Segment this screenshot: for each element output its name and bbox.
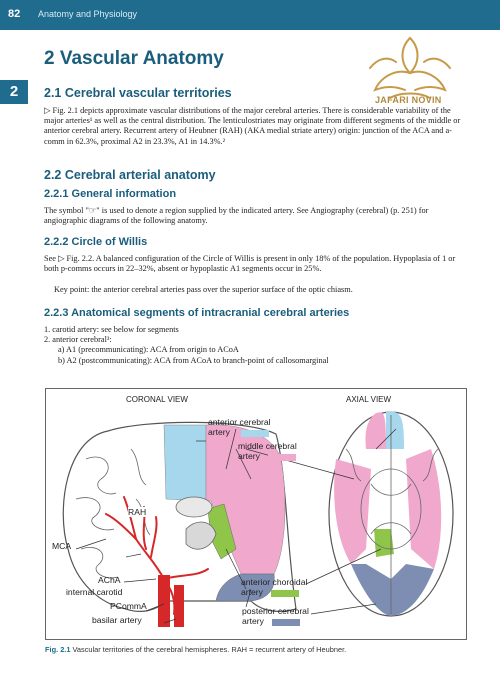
acha-swatch [271,590,299,597]
figure-vascular-territories [45,388,467,640]
mca-label-line1: middle cerebral [238,441,297,451]
chapter-tab: 2 [0,80,28,104]
basilar-artery-label: basilar artery [92,615,142,625]
acha-label-line1: anterior choroidal [241,577,308,587]
heading-2-2-3: 2.2.3 Anatomical segments of intracranial cerebral arteries [44,307,350,319]
acha-label-line2: artery [241,587,263,597]
pca-label-line2: artery [242,616,264,626]
list-item: 2. anterior cerebral³: [44,335,112,345]
pca-label-line1: posterior cerebral [242,606,309,616]
pca-swatch [272,619,300,626]
acha-abbrev-label: AChA [98,575,121,585]
paragraph-2-2-1: The symbol "☞" is used to denote a region supplied by the indicated artery. See Angiography (cerebral) (p. 251) for angiographic diagrams of the following anatomy. [44,206,429,226]
segments-list [44,325,464,366]
page-header [0,0,500,30]
heading-2-2: 2.2 Cerebral arterial anatomy [44,168,216,182]
mca-label-line2: artery [238,451,260,461]
aca-swatch [241,430,269,437]
heading-2-1: 2.1 Cerebral vascular territories [44,86,232,100]
caption-text: Vascular territories of the cerebral hemispheres. RAH = recurrent artery of Heubner. [72,645,347,654]
key-point: Key point: the anterior cerebral arteries pass over the superior surface of the optic chiasm. [54,285,353,294]
mca-swatch [268,454,296,461]
figure-caption [45,645,475,654]
heading-2-2-2: 2.2.2 Circle of Willis [44,236,148,248]
chapter-title: 2 Vascular Anatomy [44,48,224,69]
aca-label-line1: anterior cerebral [208,417,271,427]
caption-label: Fig. 2.1 [45,645,71,654]
aca-label-line2: artery [208,427,230,437]
running-title: Anatomy and Physiology [38,9,138,19]
paragraph-2-1: ▷ Fig. 2.1 depicts approximate vascular distributions of the major cerebral arteries. There is considerable variability of the major arteries¹ as well as the central distribution. The lenticulostriates may originate from different segments of the middle or anterior cerebral artery. Recurrent artery of Heubner (RAH) (AKA medial striate artery) origin: junction of the ACA and a-comm in 62.3%, proximal A2 in 23.3%, A1 in 14.3%.² [44,106,461,146]
paragraph-2-2-2: See ▷ Fig. 2.2. A balanced configuration of the Circle of Willis is present in only 18% of the population. Hypoplasia of 1 or both p-comms occurs in 22–32%, absent or hypoplastic A1 segments occur in 25%. [44,254,456,274]
list-item: b) A2 (postcommunicating): ACA from ACoA to branch-point of callosomarginal [58,355,329,365]
rah-label: RAH [128,507,147,517]
watermark-text: JAFARI NOVIN [375,95,442,105]
mca-abbrev-label: MCA [52,541,72,551]
pcomma-label: PCommA [110,601,147,611]
list-item: 1. carotid artery: see below for segments [44,325,179,334]
page-number: 82 [8,8,21,20]
heading-2-2-1: 2.2.1 General information [44,188,177,200]
list-item: a) A1 (precommunicating): ACA from origin to ACoA [58,345,239,355]
internal-carotid-label: internal carotid [66,587,123,597]
coronal-view-label: CORONAL VIEW [126,395,188,404]
axial-view-label: AXIAL VIEW [346,395,392,404]
axial-section [329,411,453,616]
